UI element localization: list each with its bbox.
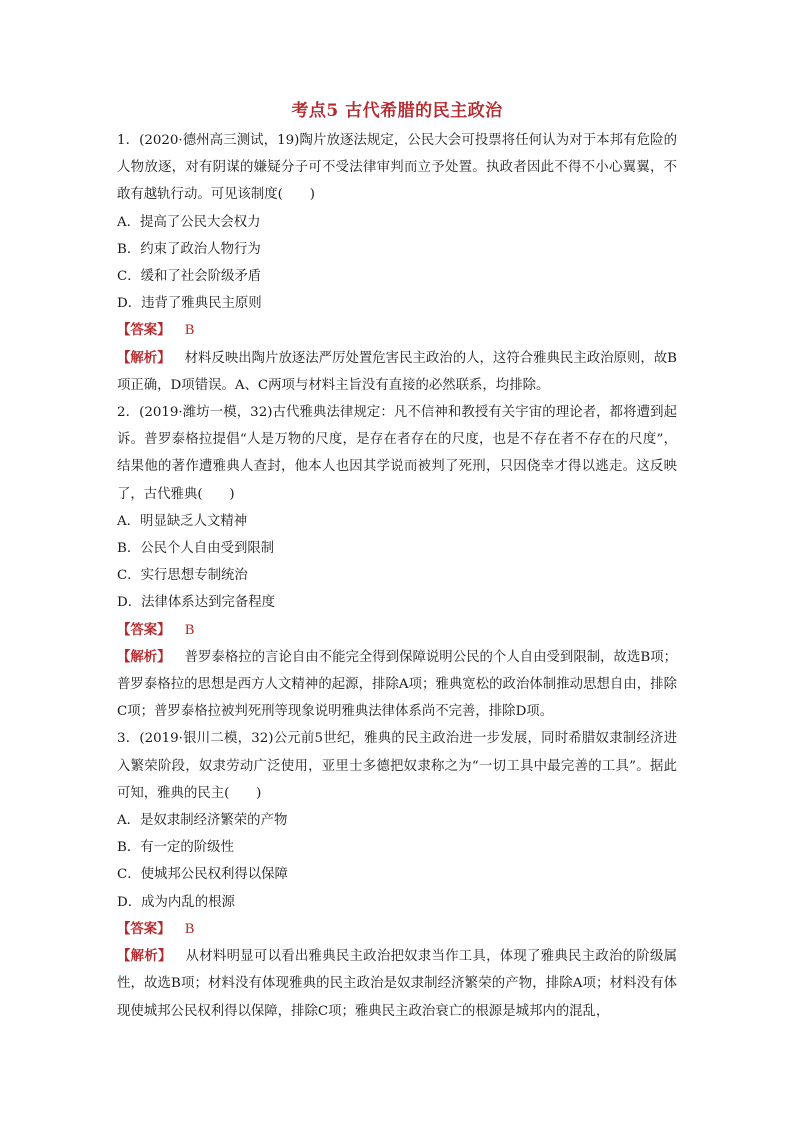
answer-value: B (184, 323, 195, 339)
question-3-answer (117, 916, 677, 943)
analysis-label: 【解析】 (117, 648, 171, 665)
question-1-option-d: D．违背了雅典民主原则 (117, 296, 262, 312)
question-1-stem: 1．(2020·德州高三测试，19)陶片放逐法规定，公民大会可投票将任何认为对于本邦有危险的人物放逐，对有阴谋的嫌疑分子可不受法律审判而立予处置。执政者因此不得不小心翼翼，不敢有越轨行动。可见该制度( ) (117, 133, 677, 203)
question-2-option-c: C．实行思想专制统治 (117, 568, 248, 584)
question-3-option-c: C．使城邦公民权利得以保障 (117, 867, 288, 883)
analysis-label: 【解析】 (117, 349, 171, 366)
question-1-analysis (117, 345, 677, 399)
question-2-option-b: B．公民个人自由受到限制 (117, 541, 275, 557)
question-1-option-a: A．提高了公民大会权力 (117, 214, 261, 230)
question-2-stem: 2．(2019·潍坊一模，32)古代雅典法律规定：凡不信神和教授有关宇宙的理论者，都将遭到起诉。普罗泰格拉提倡“人是万物的尺度，是存在者存在的尺度，也是不存在者不存在的尺度”，结果他的著作遭雅典人查封，他本人也因其学说而被判了死刑，只因侥幸才得以逃走。这反映了，古代雅典( ) (117, 405, 677, 502)
question-3-option-b: B．有一定的阶级性 (117, 840, 234, 856)
question-3-option-d: D．成为内乱的根源 (117, 894, 235, 910)
question-2-answer (117, 617, 677, 644)
question-1-option-c: C．缓和了社会阶级矛盾 (117, 269, 262, 285)
question-3-stem: 3．(2019·银川二模，32)公元前5世纪，雅典的民主政治进一步发展，同时希腊奴隶制经济进入繁荣阶段，奴隶劳动广泛使用，亚里士多德把奴隶称之为“一切工具中最完善的工具”。据此可知，雅典的民主( ) (117, 731, 677, 801)
answer-value: B (184, 622, 195, 638)
analysis-label: 【解析】 (117, 948, 172, 965)
question-2-analysis (117, 644, 677, 726)
question-3-analysis (117, 943, 677, 1025)
question-3-option-a: A．是奴隶制经济繁荣的产物 (117, 813, 288, 829)
answer-label: 【答案】 (117, 621, 171, 638)
answer-value: B (184, 921, 195, 937)
answer-label: 【答案】 (117, 322, 171, 339)
analysis-text: 材料反映出陶片放逐法严厉处置危害民主政治的人，这符合雅典民主政治原则，故B项正确，D项错误。A、C两项与材料主旨没有直接的必然联系，均排除。 (117, 350, 678, 393)
question-1-option-b: B．约束了政治人物行为 (117, 241, 261, 257)
page-title: 考点5 古代希腊的民主政治 (291, 101, 503, 121)
question-1-answer (117, 317, 677, 344)
analysis-text: 从材料明显可以看出雅典民主政治把奴隶当作工具，体现了雅典民主政治的阶级属性，故选B项；材料没有体现雅典的民主政治是奴隶制经济繁荣的产物，排除A项；材料没有体现使城邦公民权利得以保障，排除C项；雅典民主政治衰亡的根源是城邦内的混乱， (117, 949, 678, 1019)
question-list (117, 127, 677, 1025)
question-2-option-d: D．法律体系达到完备程度 (117, 595, 276, 611)
analysis-text: 普罗泰格拉的言论自由不能完全得到保障说明公民的个人自由受到限制，故选B项；普罗泰格拉的思想是西方人文精神的起源，排除A项；雅典宽松的政治体制推动思想自由，排除C项；普罗泰格拉被判死刑等现象说明雅典法律体系尚不完善，排除D项。 (117, 649, 678, 720)
answer-label: 【答案】 (117, 920, 171, 937)
question-2-option-a: A．明显缺乏人文精神 (117, 513, 248, 529)
